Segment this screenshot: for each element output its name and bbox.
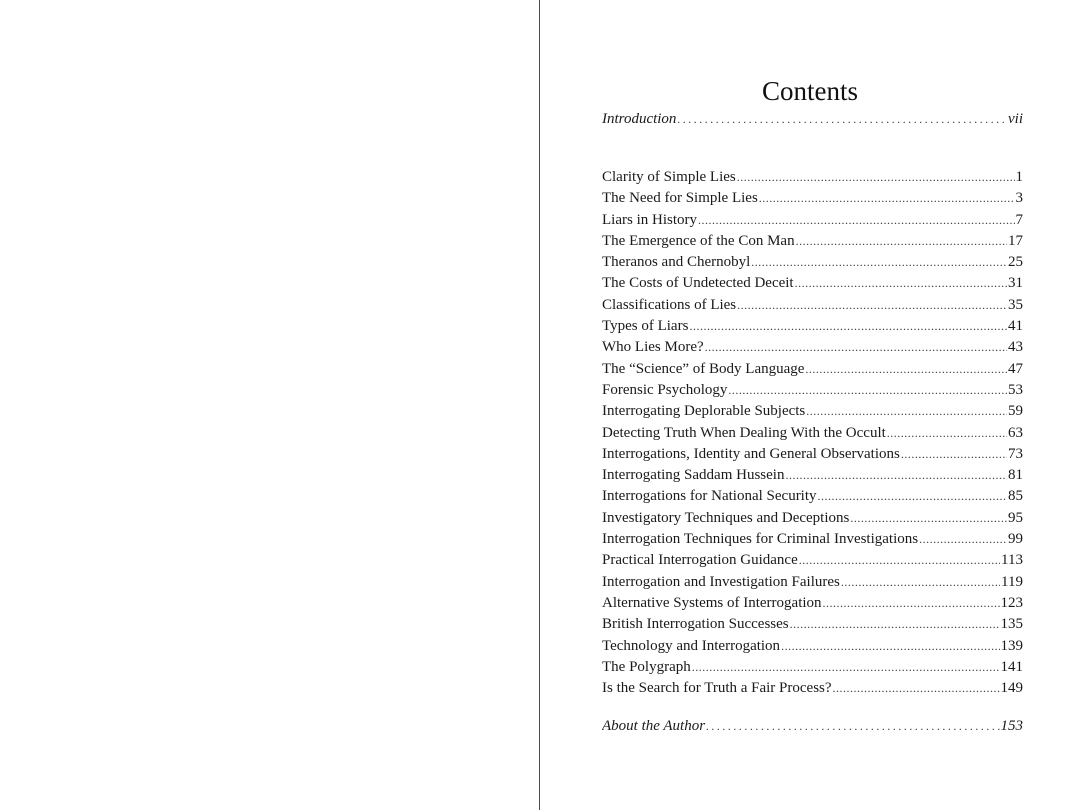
toc-entry-page: 149 (1000, 680, 1023, 697)
dot-leader (818, 486, 1007, 507)
toc-entry-page: 141 (1000, 658, 1023, 675)
toc-entry-page: 123 (1000, 594, 1023, 611)
toc-entry-page: 113 (1001, 552, 1023, 569)
toc-entry-title: The Need for Simple Lies (602, 190, 758, 207)
dot-leader (759, 188, 1015, 209)
toc-entry-page: 73 (1008, 445, 1023, 462)
toc-entry-title: The Costs of Undetected Deceit (602, 275, 794, 292)
toc-entry[interactable] (602, 188, 1023, 209)
toc-entry-title: Interrogating Saddam Hussein (602, 467, 785, 484)
toc-entry[interactable] (602, 210, 1023, 231)
toc-entry-page: 43 (1008, 339, 1023, 356)
toc-entry-page: vii (1008, 111, 1023, 127)
toc-entry[interactable] (602, 316, 1023, 337)
dot-leader (805, 359, 1007, 380)
dot-leader (677, 109, 1007, 130)
toc-entry-page: 17 (1008, 232, 1023, 249)
dot-leader (705, 337, 1007, 358)
toc-entry[interactable] (602, 273, 1023, 294)
toc-entry-page: 153 (1000, 718, 1023, 734)
toc-entry[interactable] (602, 486, 1023, 507)
toc-entry[interactable] (602, 231, 1023, 252)
dot-leader (806, 401, 1007, 422)
toc-intro (602, 109, 1023, 130)
toc-entry-title: Liars in History (602, 211, 697, 228)
toc-entry[interactable] (602, 252, 1023, 273)
toc-entry-title: British Interrogation Successes (602, 616, 789, 633)
toc-entry-title: Investigatory Techniques and Deceptions (602, 509, 850, 526)
toc-entry-title: Detecting Truth When Dealing With the Occult (602, 424, 886, 441)
toc-entry-page: 47 (1008, 360, 1023, 377)
toc-entry-title: Types of Liars (602, 318, 689, 335)
toc-entry-title: Technology and Interrogation (602, 637, 781, 654)
dot-leader (751, 252, 1007, 273)
dot-leader (698, 210, 1015, 231)
toc-entry-title: Interrogations for National Security (602, 488, 817, 505)
toc-entry-page: 35 (1008, 296, 1023, 313)
toc-entry-title: Interrogation and Investigation Failures (602, 573, 840, 590)
dot-leader (781, 636, 999, 657)
toc-entry[interactable] (602, 359, 1023, 380)
dot-leader (823, 593, 1000, 614)
toc-entry-page: 135 (1000, 616, 1023, 633)
toc-entry[interactable] (602, 337, 1023, 358)
toc-entry-page: 99 (1008, 531, 1023, 548)
dot-leader (706, 716, 999, 737)
toc-entry-page: 63 (1008, 424, 1023, 441)
toc-entry[interactable] (602, 657, 1023, 678)
toc-entry-title: Theranos and Chernobyl (602, 254, 751, 271)
toc-outro (602, 716, 1023, 737)
toc-entry-page: 7 (1015, 211, 1023, 228)
dot-leader (785, 465, 1007, 486)
toc-entry-page: 41 (1008, 318, 1023, 335)
toc-entry-title: The Polygraph (602, 658, 691, 675)
toc-entry-page: 59 (1008, 403, 1023, 420)
toc-entry[interactable] (602, 636, 1023, 657)
toc-entry[interactable] (602, 550, 1023, 571)
toc-entry-page: 85 (1008, 488, 1023, 505)
toc-entry-title: Clarity of Simple Lies (602, 169, 736, 185)
toc-entry-title: About the Author (602, 718, 706, 734)
toc-entry[interactable] (602, 465, 1023, 486)
toc-entry-title: Interrogations, Identity and General Observations (602, 445, 900, 462)
toc-entry-title: The Emergence of the Con Man (602, 232, 795, 249)
dot-leader (689, 316, 1007, 337)
toc-entry-page: 25 (1008, 254, 1023, 271)
toc-entry[interactable] (602, 423, 1023, 444)
toc-entry[interactable] (602, 380, 1023, 401)
contents-page (540, 0, 1080, 810)
dot-leader (901, 444, 1007, 465)
toc-entry[interactable] (602, 529, 1023, 550)
toc-entry[interactable] (602, 295, 1023, 316)
toc-entry-title: Is the Search for Truth a Fair Process? (602, 680, 832, 697)
toc-entry[interactable] (602, 678, 1023, 699)
toc-entry-page: 139 (1000, 637, 1023, 654)
toc-entry-title: Who Lies More? (602, 339, 704, 356)
toc-entry[interactable] (602, 572, 1023, 593)
toc-entry-page: 1 (1015, 169, 1023, 185)
toc-entry[interactable] (602, 444, 1023, 465)
toc-entry-page: 3 (1015, 190, 1023, 207)
dot-leader (799, 550, 1000, 571)
toc-entry-title: Alternative Systems of Interrogation (602, 594, 822, 611)
dot-leader (887, 423, 1007, 444)
toc-entry-page: 95 (1008, 509, 1023, 526)
dot-leader (790, 614, 1000, 635)
toc-entry-title: Forensic Psychology (602, 381, 728, 398)
toc-entry-title: The “Science” of Body Language (602, 360, 805, 377)
toc-entry-introduction[interactable] (602, 109, 1023, 130)
dot-leader (692, 657, 1000, 678)
dot-leader (919, 529, 1007, 550)
toc-entry-page: 119 (1001, 573, 1023, 590)
toc-entry-title: Classifications of Lies (602, 296, 737, 313)
dot-leader (850, 508, 1007, 529)
dot-leader (796, 231, 1007, 252)
dot-leader (841, 572, 1000, 593)
toc-entry-about-the-author[interactable] (602, 716, 1023, 737)
toc-entry-page: 53 (1008, 381, 1023, 398)
toc-entry[interactable] (602, 614, 1023, 635)
toc-entry-page: 31 (1008, 275, 1023, 292)
toc-chapter-list (602, 167, 1023, 699)
dot-leader (737, 167, 1015, 188)
dot-leader (728, 380, 1007, 401)
toc-entry-title: Interrogation Techniques for Criminal Investigations (602, 531, 919, 548)
toc-entry[interactable] (602, 593, 1023, 614)
left-page-blank (0, 0, 539, 810)
toc-entry-title: Introduction (602, 111, 677, 127)
dot-leader (737, 295, 1007, 316)
dot-leader (833, 678, 1000, 699)
toc-entry-title: Practical Interrogation Guidance (602, 552, 798, 569)
toc-entry[interactable] (602, 167, 1023, 188)
toc-entry-page: 81 (1008, 467, 1023, 484)
toc-entry[interactable] (602, 508, 1023, 529)
contents-heading: Contents (761, 76, 858, 107)
dot-leader (795, 273, 1007, 294)
toc-entry[interactable] (602, 401, 1023, 422)
toc-entry-title: Interrogating Deplorable Subjects (602, 403, 806, 420)
